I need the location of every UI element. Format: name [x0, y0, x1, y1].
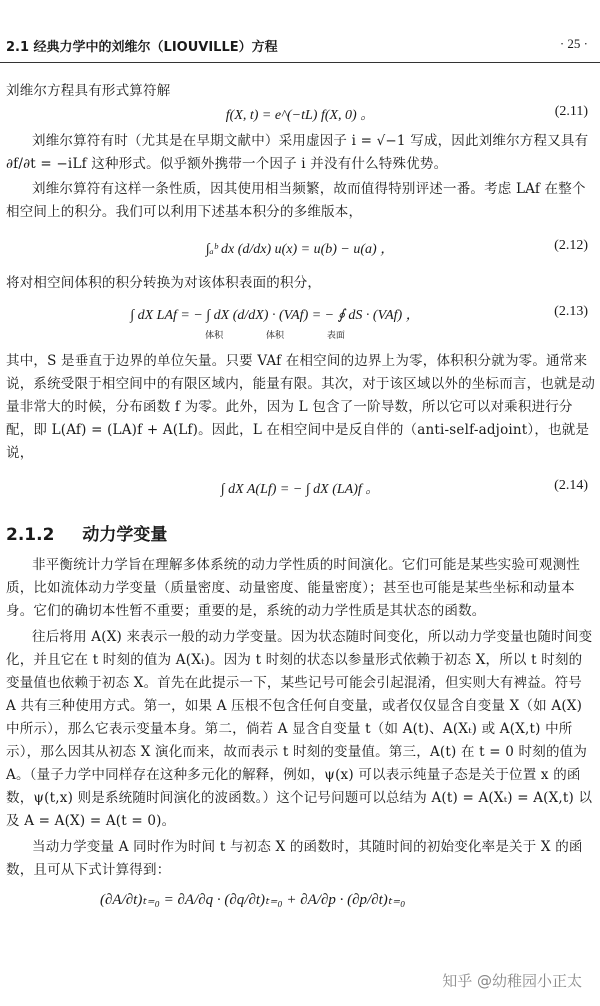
- equation-2-13-limits: 体积 体积 表面: [205, 331, 345, 341]
- equation-2-11-number: (2.11): [554, 104, 588, 119]
- equation-rate-of-change-body: (∂A/∂t)ₜ₌₀ = ∂A/∂q · (∂q/∂t)ₜ₌₀ + ∂A/∂p · (∂p/∂t)ₜ₌₀: [100, 892, 406, 908]
- paragraph-3: 刘维尔算符有这样一条性质，因其使用相当频繁，故而值得特别评述一番。考虑 LAf 在整个相空间上的积分。我们可以利用下述基本积分的多维版本，: [6, 181, 586, 220]
- equation-2-14-number: (2.14): [554, 478, 588, 493]
- header-rule: [0, 62, 600, 63]
- equation-2-12-body: ∫ₐᵇ dx (d/dx) u(x) = u(b) − u(a) ，: [205, 242, 395, 257]
- watermark: 知乎 @幼稚园小正太: [442, 972, 582, 990]
- equation-2-11-body: f(X, t) = e^(−tL) f(X, 0) 。: [225, 108, 375, 123]
- subsection-heading: [6, 520, 167, 545]
- subsection-number: 2.1.2: [6, 525, 55, 545]
- paragraph-5: 其中，S 是垂直于边界的单位矢量。只要 VAf 在相空间的边界上为零，体积积分就为零。通常来说，系统受限于相空间中的有限区域内，能量有限。其次，对于该区域以外的坐标而言，也就是动量非常大的时候，分布函数 f 为零。此外，因为 L 包含了一阶导数，所以它可以对乘积进行分配，即 L(Af) = (LA)f + A(Lf)。因此，L 在相空间中是反自伴的（anti-self-adjoint），也就是说，: [6, 353, 596, 461]
- equation-2-13-number: (2.13): [554, 304, 588, 319]
- section-title: 2.1 经典力学中的刘维尔（LIOUVILLE）方程: [6, 40, 278, 55]
- equation-2-13: [0, 304, 600, 348]
- equation-rate-of-change: [0, 890, 600, 934]
- equation-2-12: [0, 238, 600, 268]
- running-header: [0, 34, 600, 56]
- paragraph-7: 往后将用 A(X) 来表示一般的动力学变量。因为状态随时间变化，所以动力学变量也随时间变化，并且它在 t 时刻的值为 A(Xₜ)。因为 t 时刻的状态以参量形式依赖于初态 X，所以 t 时刻的变量值也依赖于初态 X。首先在此提示一下，某些记号可能会引起混淆，但实则大有裨益。符号 A 共有三种使用方式。第一，如果 A 压根不包含任何自变量，或者仅仅显含自变量 X（如 A(X) 中所示），那么它表示变量本身。第二，倘若 A 显含自变量 t（如 A(t)、A(Xₜ) 或 A(X,t) 中所示），那么因其从初态 X 演化而来，故而表示 t 时刻的变量值。第三，A(t) 在 t = 0 时刻的值为 A。（量子力学中同样存在这种多元化的解释，例如，ψ(x) 可以表示纯量子态是关于位置 x 的函数，ψ(t,x) 则是系统随时间演化的波函数。）这个记号问题可以总结为 A(t) = A(Xₜ) = A(X,t) 以及 A = A(X) = A(t = 0)。: [6, 629, 593, 829]
- paragraph-4: 将对相空间体积的积分转换为对该体积表面的积分，: [6, 275, 322, 291]
- subsection-title: 动力学变量: [82, 525, 168, 545]
- equation-2-13-body: ∫ dX LAf = − ∫ dX (d/dX) · (VAf) = − ∮ dS · (VAf) ，: [130, 308, 420, 323]
- page-number: · 25 ·: [559, 36, 588, 51]
- paragraph-6: 非平衡统计力学旨在理解多体系统的动力学性质的时间演化。它们可能是某些实验可观测性质，比如流体动力学变量（质量密度、动量密度、能量密度）；甚至也可能是某些坐标和动量本身。它们的确切本性暂不重要；重要的是，系统的动力学性质是其状态的函数。: [6, 557, 580, 619]
- paragraph-8: 当动力学变量 A 同时作为时间 t 与初态 X 的函数时，其随时间的初始变化率是关于 X 的函数，且可从下式计算得到：: [6, 839, 583, 878]
- paragraph-2: 刘维尔算符有时（尤其是在早期文献中）采用虚因子 i = √−1 写成，因此刘维尔方程又具有 ∂f/∂t = −iLf 这种形式。似乎额外携带一个因子 i 并没有什么特殊优势。: [6, 133, 589, 172]
- equation-2-14: [0, 478, 600, 508]
- paragraph-1: 刘维尔方程具有形式算符解: [6, 83, 171, 99]
- equation-2-12-number: (2.12): [554, 238, 588, 253]
- equation-2-14-body: ∫ dX A(Lf) = − ∫ dX (LA)f 。: [220, 482, 380, 497]
